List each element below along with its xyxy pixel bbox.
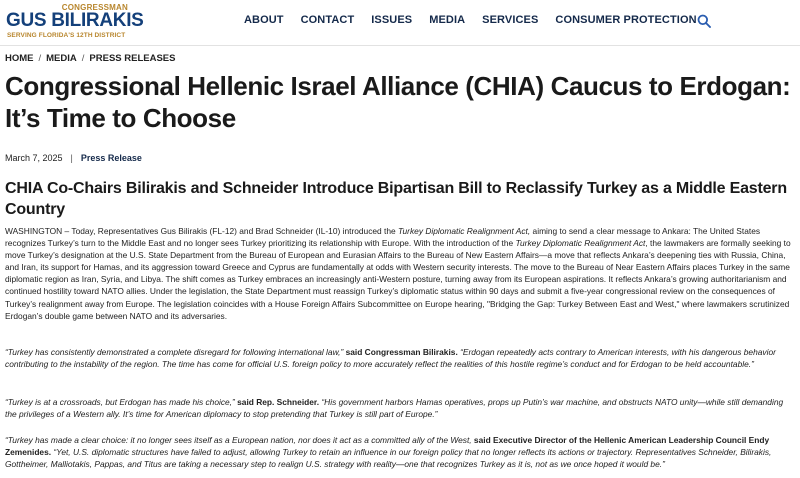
page-title: Congressional Hellenic Israel Alliance (CHIA) Caucus to Erdogan: It’s Time to Choose — [5, 71, 791, 133]
paragraph-bilirakis-quote: “Turkey has consistently demonstrated a complete disregard for following international law,” said Congressman Bilirakis. “Erdogan repeatedly acts contrary to American interests, with his dangerous behavior contributing to the instability of the region. The time has come for official U.S. foreign policy to more accurately reflect the realities of this hostile regime’s conduct and for Erdogan to be held accountable.” — [5, 347, 776, 370]
logo-tagline: SERVING FLORIDA'S 12TH DISTRICT — [7, 32, 126, 39]
article-date: March 7, 2025 — [5, 153, 63, 163]
breadcrumb: HOME / MEDIA / PRESS RELEASES — [5, 53, 176, 64]
logo-congressman: CONGRESSMAN — [61, 3, 128, 12]
search-icon[interactable] — [697, 14, 711, 28]
nav-consumer-protection[interactable]: CONSUMER PROTECTION — [555, 14, 697, 26]
breadcrumb-media[interactable]: MEDIA — [46, 53, 77, 64]
nav-services[interactable]: SERVICES — [482, 14, 539, 26]
logo-name: GUS BILIRAKIS — [6, 10, 144, 31]
site-logo[interactable] — [6, 3, 144, 43]
breadcrumb-press-releases[interactable]: PRESS RELEASES — [89, 53, 176, 64]
nav-about[interactable]: ABOUT — [244, 14, 284, 26]
site-header — [0, 0, 800, 46]
article-category-link[interactable]: Press Release — [80, 153, 142, 163]
paragraph-intro: WASHINGTON – Today, Representatives Gus Bilirakis (FL-12) and Brad Schneider (IL-10) introduced the Turkey Diplomatic Realignment Act, aiming to send a clear message to Ankara: The United States recognizes Turkey’s turn to the Middle East and no longer sees Turkey prioritizing its relationship with Europe. With the introduction of the Turkey Diplomatic Realignment Act, the lawmakers are formally seeking to move Turkey’s designation at the U.S. State Department from the Bureau of European and Eurasian Affairs to the Bureau of New Eastern Affairs—a move that reflects Ankara’s deepening ties with Russia, China, and Iran, its support for Hamas, and its aggression toward Greece and Cyprus are fundamentally at odds with Western security interests. The move to the Bureau of Near Eastern Affairs places Turkey in the same diplomatic region as Iran, Syria, and Libya. The shift comes as Turkey embraces an increasingly anti-Western posture, turning away from its European aspirations. It reflects Ankara’s growing authoritarianism and continued hostility toward NATO allies. Under the legislation, the State Department must reassign Turkey’s diplomatic status within 90 days and submit a five-year congressional review on the consequences of Turkey’s realignment away from Europe. The legislation coincides with a House Foreign Affairs Subcommittee on Europe hearing, "Bridging the Gap: Turkey Between East and West," where lawmakers scrutinized Erdogan’s double game between NATO and its adversaries. — [5, 226, 791, 321]
main-nav — [244, 14, 714, 26]
article-meta: March 7, 2025 | Press Release — [5, 153, 142, 163]
breadcrumb-home[interactable]: HOME — [5, 53, 34, 64]
nav-media[interactable]: MEDIA — [429, 14, 466, 26]
nav-issues[interactable]: ISSUES — [371, 14, 413, 26]
paragraph-zemenides-quote: “Turkey has made a clear choice: it no longer sees itself as a European nation, nor does it act as a committed ally of the West, said Executive Director of the Hellenic American Leadership Council Endy Zemenides. “Yet, U.S. diplomatic structures have failed to adjust, allowing Turkey to retain an influence in our foreign policy that no longer reflects its actions or trajectory. Representatives Schneider, Bilirakis, Gottheimer, Malliotakis, Pappas, and Titus are taking a necessary step to realign U.S. strategy with reality—one that recognizes Turkey as it is, not as we once hoped it would be.” — [5, 435, 772, 470]
article-subtitle: CHIA Co-Chairs Bilirakis and Schneider Introduce Bipartisan Bill to Reclassify Turkey as a Middle Eastern Country — [5, 180, 787, 218]
paragraph-schneider-quote: “Turkey is at a crossroads, but Erdogan has made his choice,” said Rep. Schneider. “His government harbors Hamas operatives, props up Putin’s war machine, and obstructs NATO unity—while still demanding the privileges of a Western ally. It’s time for American diplomacy to stop pretending that Turkey is still part of Europe.” — [5, 397, 784, 420]
nav-contact[interactable]: CONTACT — [300, 14, 355, 26]
